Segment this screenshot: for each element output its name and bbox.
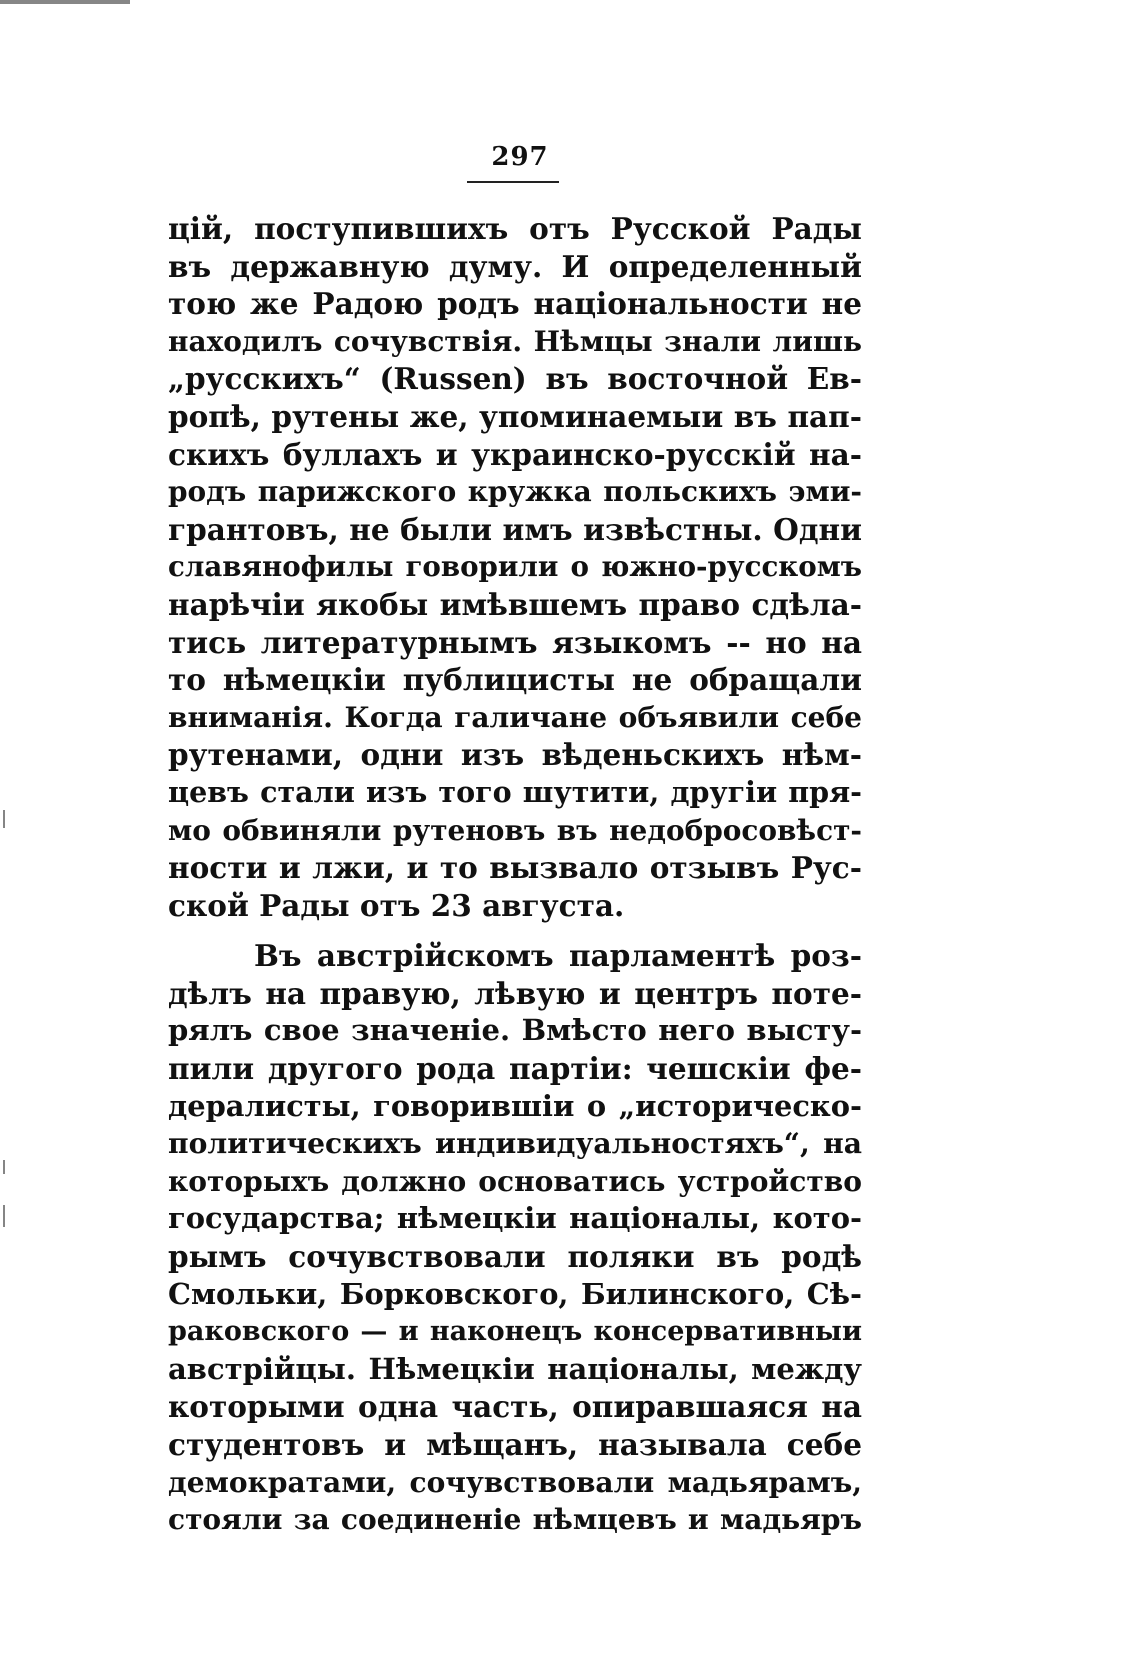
paragraph-gap: [168, 924, 862, 937]
text-line: находилъ сочувствія. Нѣмцы знали лишь: [168, 324, 862, 358]
text-line: Въ австрійскомъ парламентѣ роз-: [254, 938, 862, 974]
text-line: стояли за соединеніе нѣмцевъ и мадьяръ: [168, 1503, 862, 1537]
page-number-rule: [467, 181, 559, 183]
text-line: дѣлъ на правую, лѣвую и центръ поте-: [168, 975, 862, 1011]
text-line: государства; нѣмецкіи націоналы, кото-: [168, 1201, 862, 1236]
text-line: „русскихъ“ (Russen) въ восточной Ев-: [168, 361, 862, 397]
text-line: нарѣчіи якобы имѣвшемъ право сдѣла-: [168, 586, 862, 622]
text-line: ской Рады отъ 23 августа.: [168, 887, 625, 923]
text-line: въ державную думу. И определенный: [168, 248, 862, 284]
text-line: австрійцы. Нѣмецкіи націоналы, между: [168, 1351, 862, 1386]
text-line: пили другого рода партіи: чешскіи фе-: [168, 1051, 862, 1087]
body-text: [168, 210, 862, 1539]
paragraph: [168, 210, 862, 924]
text-line: которыхъ должно основатись устройство: [168, 1164, 862, 1198]
text-line: ности и лжи, и то вызвало отзывъ Рус-: [168, 850, 862, 886]
text-line: тою же Радою родъ національности не: [168, 286, 862, 322]
text-line: вниманія. Когда галичане объявили себе: [168, 700, 862, 734]
text-line: дералисты, говорившіи о „историческо-: [168, 1088, 862, 1123]
text-line: цевъ стали изъ того шутити, другіи пря-: [168, 774, 862, 809]
text-line: родъ парижского кружка польскихъ эми-: [168, 475, 862, 509]
scan-corner-mark: [0, 0, 130, 4]
text-line: которыми одна часть, опиравшаяся на: [168, 1389, 862, 1425]
text-line: тись литературнымъ языкомъ -- но на: [168, 624, 862, 660]
text-line: Смольки, Борковского, Билинского, Сѣ-: [168, 1276, 862, 1311]
text-line: раковского — и наконецъ консервативныи: [168, 1316, 862, 1348]
scan-edge-mark: [3, 1205, 5, 1227]
scan-edge-mark: [3, 1160, 5, 1174]
text-line: рялъ свое значеніе. Вмѣсто него высту-: [168, 1013, 862, 1048]
text-line: мо обвиняли рутеновъ въ недобросовѣст-: [168, 813, 862, 847]
text-line: то нѣмецкіи публицисты не обращали: [168, 662, 862, 698]
text-line: рутенами, одни изъ вѣденьскихъ нѣм-: [168, 737, 862, 773]
text-line: скихъ буллахъ и украинско-русскій на-: [168, 436, 862, 472]
page-number: 297: [491, 142, 549, 172]
scan-edge-mark: [3, 810, 5, 828]
text-line: демократами, сочувствовали мадьярамъ,: [168, 1465, 862, 1499]
text-line: славянофилы говорили о южно-русскомъ: [168, 550, 862, 584]
text-line: грантовъ, не были имъ извѣстны. Одни: [168, 511, 862, 547]
text-line: студентовъ и мѣщанъ, называла себе: [168, 1427, 862, 1462]
text-line: цій, поступившихъ отъ Русской Рады: [168, 211, 862, 246]
text-line: ропѣ, рутены же, упоминаемыи въ пап-: [168, 398, 862, 434]
text-line: рымъ сочувствовали поляки въ родѣ: [168, 1239, 862, 1275]
paragraph: [168, 937, 862, 1539]
text-line: политическихъ индивидуальностяхъ“, на: [168, 1127, 862, 1161]
